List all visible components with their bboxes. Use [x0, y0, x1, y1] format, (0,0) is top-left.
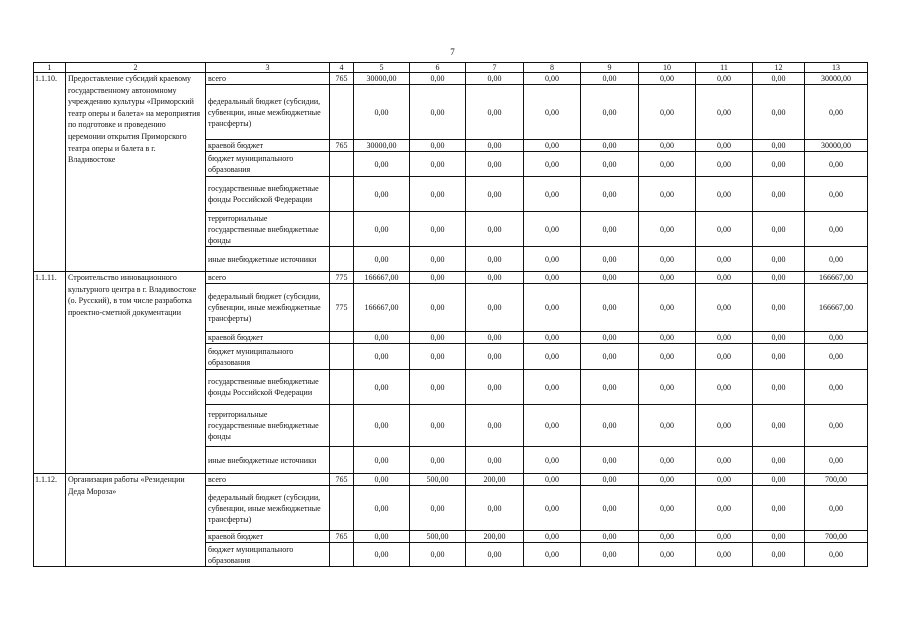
amount-cell: 0,00	[753, 447, 805, 474]
amount-cell: 0,00	[805, 486, 868, 531]
amount-cell: 0,00	[466, 344, 524, 370]
amount-cell: 0,00	[410, 152, 466, 177]
amount-cell: 0,00	[639, 543, 696, 567]
header-cell: 1	[34, 63, 66, 73]
amount-cell: 0,00	[524, 85, 581, 140]
amount-cell: 0,00	[581, 85, 639, 140]
amount-cell: 0,00	[410, 486, 466, 531]
amount-cell: 0,00	[524, 531, 581, 543]
budget-code	[330, 370, 354, 405]
amount-cell: 0,00	[410, 212, 466, 247]
amount-cell: 0,00	[753, 474, 805, 486]
funding-source: бюджет муниципального образования	[206, 543, 330, 567]
budget-table	[33, 62, 868, 567]
amount-cell: 0,00	[639, 405, 696, 447]
amount-cell: 0,00	[753, 531, 805, 543]
amount-cell: 200,00	[466, 531, 524, 543]
amount-cell: 0,00	[410, 177, 466, 212]
budget-code	[330, 332, 354, 344]
header-cell: 5	[354, 63, 410, 73]
budget-code	[330, 212, 354, 247]
amount-cell: 0,00	[410, 370, 466, 405]
amount-cell: 0,00	[639, 344, 696, 370]
amount-cell: 0,00	[466, 332, 524, 344]
table-header	[34, 63, 868, 73]
amount-cell: 0,00	[639, 140, 696, 152]
amount-cell: 0,00	[696, 272, 753, 284]
amount-cell: 0,00	[753, 212, 805, 247]
amount-cell: 0,00	[581, 405, 639, 447]
amount-cell: 0,00	[354, 370, 410, 405]
amount-cell: 0,00	[696, 85, 753, 140]
amount-cell: 0,00	[524, 474, 581, 486]
item-number: 1.1.11.	[34, 272, 66, 474]
amount-cell: 0,00	[466, 140, 524, 152]
amount-cell: 0,00	[696, 543, 753, 567]
amount-cell: 30000,00	[354, 73, 410, 85]
amount-cell: 0,00	[581, 447, 639, 474]
amount-cell: 0,00	[753, 177, 805, 212]
amount-cell: 0,00	[466, 177, 524, 212]
funding-source: федеральный бюджет (субсидии, субвенции, иные межбюджетные трансферты)	[206, 486, 330, 531]
amount-cell: 0,00	[753, 344, 805, 370]
amount-cell: 0,00	[410, 85, 466, 140]
funding-source: всего	[206, 474, 330, 486]
funding-source: краевой бюджет	[206, 531, 330, 543]
header-cell: 13	[805, 63, 868, 73]
amount-cell: 0,00	[410, 284, 466, 332]
amount-cell: 0,00	[805, 85, 868, 140]
amount-cell: 0,00	[466, 212, 524, 247]
budget-code	[330, 543, 354, 567]
header-cell: 6	[410, 63, 466, 73]
header-cell: 12	[753, 63, 805, 73]
item-number: 1.1.10.	[34, 73, 66, 272]
amount-cell: 0,00	[639, 85, 696, 140]
amount-cell: 700,00	[805, 531, 868, 543]
amount-cell: 0,00	[354, 405, 410, 447]
amount-cell: 166667,00	[805, 284, 868, 332]
amount-cell: 0,00	[524, 344, 581, 370]
header-cell: 7	[466, 63, 524, 73]
amount-cell: 166667,00	[354, 272, 410, 284]
header-cell: 8	[524, 63, 581, 73]
amount-cell: 0,00	[410, 332, 466, 344]
amount-cell: 0,00	[696, 140, 753, 152]
amount-cell: 0,00	[354, 177, 410, 212]
amount-cell: 0,00	[354, 332, 410, 344]
item-number: 1.1.12.	[34, 474, 66, 567]
amount-cell: 0,00	[524, 73, 581, 85]
amount-cell: 0,00	[466, 85, 524, 140]
amount-cell: 0,00	[696, 332, 753, 344]
amount-cell: 0,00	[696, 405, 753, 447]
amount-cell: 0,00	[466, 247, 524, 272]
amount-cell: 700,00	[805, 474, 868, 486]
amount-cell: 0,00	[753, 73, 805, 85]
amount-cell: 0,00	[639, 152, 696, 177]
amount-cell: 0,00	[805, 447, 868, 474]
funding-source: иные внебюджетные источники	[206, 447, 330, 474]
amount-cell: 0,00	[410, 405, 466, 447]
amount-cell: 166667,00	[805, 272, 868, 284]
amount-cell: 30000,00	[805, 140, 868, 152]
amount-cell: 500,00	[410, 531, 466, 543]
amount-cell: 0,00	[805, 152, 868, 177]
amount-cell: 0,00	[805, 370, 868, 405]
amount-cell: 0,00	[354, 474, 410, 486]
item-name: Строительство инновационного культурного центра в г. Владивостоке (о. Русский), в том числе разработка проектно-сметной документации	[66, 272, 206, 474]
amount-cell: 0,00	[805, 247, 868, 272]
amount-cell: 0,00	[354, 247, 410, 272]
header-cell: 3	[206, 63, 330, 73]
amount-cell: 0,00	[639, 212, 696, 247]
amount-cell: 0,00	[354, 344, 410, 370]
amount-cell: 0,00	[354, 543, 410, 567]
amount-cell: 0,00	[466, 73, 524, 85]
header-cell: 9	[581, 63, 639, 73]
amount-cell: 0,00	[581, 486, 639, 531]
amount-cell: 0,00	[753, 370, 805, 405]
amount-cell: 0,00	[639, 486, 696, 531]
amount-cell: 0,00	[466, 152, 524, 177]
amount-cell: 0,00	[639, 531, 696, 543]
amount-cell: 0,00	[354, 447, 410, 474]
funding-source: федеральный бюджет (субсидии, субвенции, иные межбюджетные трансферты)	[206, 85, 330, 140]
amount-cell: 0,00	[410, 543, 466, 567]
amount-cell: 0,00	[805, 344, 868, 370]
amount-cell: 0,00	[354, 212, 410, 247]
amount-cell: 166667,00	[354, 284, 410, 332]
amount-cell: 0,00	[753, 405, 805, 447]
amount-cell: 0,00	[581, 140, 639, 152]
budget-code: 775	[330, 272, 354, 284]
funding-source: всего	[206, 73, 330, 85]
header-cell: 10	[639, 63, 696, 73]
amount-cell: 0,00	[581, 73, 639, 85]
amount-cell: 0,00	[410, 447, 466, 474]
amount-cell: 0,00	[524, 272, 581, 284]
amount-cell: 500,00	[410, 474, 466, 486]
funding-source: краевой бюджет	[206, 332, 330, 344]
amount-cell: 0,00	[524, 152, 581, 177]
budget-code	[330, 447, 354, 474]
amount-cell: 0,00	[354, 486, 410, 531]
budget-code	[330, 152, 354, 177]
funding-source: территориальные государственные внебюджетные фонды	[206, 212, 330, 247]
funding-source: государственные внебюджетные фонды Российской Федерации	[206, 370, 330, 405]
amount-cell: 0,00	[581, 247, 639, 272]
amount-cell: 0,00	[753, 486, 805, 531]
budget-code	[330, 405, 354, 447]
amount-cell: 0,00	[753, 332, 805, 344]
amount-cell: 0,00	[524, 247, 581, 272]
funding-source: бюджет муниципального образования	[206, 152, 330, 177]
amount-cell: 0,00	[524, 447, 581, 474]
funding-source: федеральный бюджет (субсидии, субвенции, иные межбюджетные трансферты)	[206, 284, 330, 332]
funding-source: иные внебюджетные источники	[206, 247, 330, 272]
amount-cell: 0,00	[354, 85, 410, 140]
amount-cell: 0,00	[696, 447, 753, 474]
header-cell: 4	[330, 63, 354, 73]
amount-cell: 0,00	[805, 332, 868, 344]
amount-cell: 0,00	[581, 272, 639, 284]
amount-cell: 0,00	[410, 73, 466, 85]
amount-cell: 0,00	[639, 284, 696, 332]
budget-code: 765	[330, 140, 354, 152]
amount-cell: 0,00	[696, 370, 753, 405]
amount-cell: 0,00	[466, 272, 524, 284]
amount-cell: 0,00	[524, 212, 581, 247]
amount-cell: 0,00	[639, 247, 696, 272]
amount-cell: 0,00	[410, 140, 466, 152]
amount-cell: 200,00	[466, 474, 524, 486]
amount-cell: 0,00	[805, 212, 868, 247]
amount-cell: 0,00	[696, 73, 753, 85]
amount-cell: 0,00	[466, 447, 524, 474]
funding-source: краевой бюджет	[206, 140, 330, 152]
amount-cell: 0,00	[753, 152, 805, 177]
header-row	[34, 63, 868, 73]
header-cell: 2	[66, 63, 206, 73]
amount-cell: 0,00	[524, 543, 581, 567]
budget-code	[330, 177, 354, 212]
amount-cell: 0,00	[639, 447, 696, 474]
amount-cell: 0,00	[696, 486, 753, 531]
table-body	[34, 73, 868, 567]
amount-cell: 0,00	[581, 344, 639, 370]
amount-cell: 0,00	[696, 177, 753, 212]
amount-cell: 0,00	[639, 474, 696, 486]
amount-cell: 0,00	[696, 212, 753, 247]
funding-source: всего	[206, 272, 330, 284]
table-row	[34, 73, 868, 85]
funding-source: бюджет муниципального образования	[206, 344, 330, 370]
amount-cell: 0,00	[524, 332, 581, 344]
amount-cell: 0,00	[354, 531, 410, 543]
page-number: 7	[450, 47, 455, 57]
amount-cell: 0,00	[524, 284, 581, 332]
amount-cell: 0,00	[753, 85, 805, 140]
amount-cell: 0,00	[581, 212, 639, 247]
amount-cell: 0,00	[524, 486, 581, 531]
amount-cell: 0,00	[753, 140, 805, 152]
amount-cell: 0,00	[639, 177, 696, 212]
amount-cell: 0,00	[354, 152, 410, 177]
item-name: Предоставление субсидий краевому государственному автономному учреждению культуры «Приморский театр оперы и балета» на мероприятия по подготовке и проведению церемонии открытия Приморского театра оперы и балета в г. Владивостоке	[66, 73, 206, 272]
amount-cell: 0,00	[524, 140, 581, 152]
amount-cell: 0,00	[805, 177, 868, 212]
budget-code: 765	[330, 474, 354, 486]
amount-cell: 0,00	[581, 531, 639, 543]
amount-cell: 0,00	[466, 405, 524, 447]
amount-cell: 30000,00	[805, 73, 868, 85]
amount-cell: 0,00	[696, 474, 753, 486]
amount-cell: 0,00	[696, 531, 753, 543]
budget-code: 765	[330, 531, 354, 543]
amount-cell: 0,00	[524, 370, 581, 405]
amount-cell: 0,00	[753, 543, 805, 567]
amount-cell: 0,00	[696, 344, 753, 370]
amount-cell: 0,00	[581, 332, 639, 344]
amount-cell: 0,00	[696, 152, 753, 177]
budget-code	[330, 247, 354, 272]
amount-cell: 30000,00	[354, 140, 410, 152]
amount-cell: 0,00	[466, 486, 524, 531]
budget-code: 775	[330, 284, 354, 332]
amount-cell: 0,00	[581, 543, 639, 567]
budget-code	[330, 486, 354, 531]
amount-cell: 0,00	[410, 272, 466, 284]
amount-cell: 0,00	[805, 405, 868, 447]
table-row	[34, 272, 868, 284]
amount-cell: 0,00	[466, 370, 524, 405]
amount-cell: 0,00	[805, 543, 868, 567]
item-name: Организация работы «Резиденции Деда Мороза»	[66, 474, 206, 567]
budget-code	[330, 85, 354, 140]
amount-cell: 0,00	[696, 284, 753, 332]
budget-code	[330, 344, 354, 370]
amount-cell: 0,00	[753, 284, 805, 332]
amount-cell: 0,00	[581, 370, 639, 405]
amount-cell: 0,00	[753, 272, 805, 284]
header-cell: 11	[696, 63, 753, 73]
amount-cell: 0,00	[581, 474, 639, 486]
amount-cell: 0,00	[524, 405, 581, 447]
amount-cell: 0,00	[410, 344, 466, 370]
amount-cell: 0,00	[581, 152, 639, 177]
amount-cell: 0,00	[753, 247, 805, 272]
budget-code: 765	[330, 73, 354, 85]
amount-cell: 0,00	[466, 543, 524, 567]
amount-cell: 0,00	[466, 284, 524, 332]
amount-cell: 0,00	[696, 247, 753, 272]
amount-cell: 0,00	[639, 272, 696, 284]
funding-source: территориальные государственные внебюджетные фонды	[206, 405, 330, 447]
funding-source: государственные внебюджетные фонды Российской Федерации	[206, 177, 330, 212]
amount-cell: 0,00	[639, 370, 696, 405]
amount-cell: 0,00	[639, 73, 696, 85]
amount-cell: 0,00	[524, 177, 581, 212]
amount-cell: 0,00	[410, 247, 466, 272]
amount-cell: 0,00	[639, 332, 696, 344]
table-row	[34, 474, 868, 486]
amount-cell: 0,00	[581, 284, 639, 332]
amount-cell: 0,00	[581, 177, 639, 212]
